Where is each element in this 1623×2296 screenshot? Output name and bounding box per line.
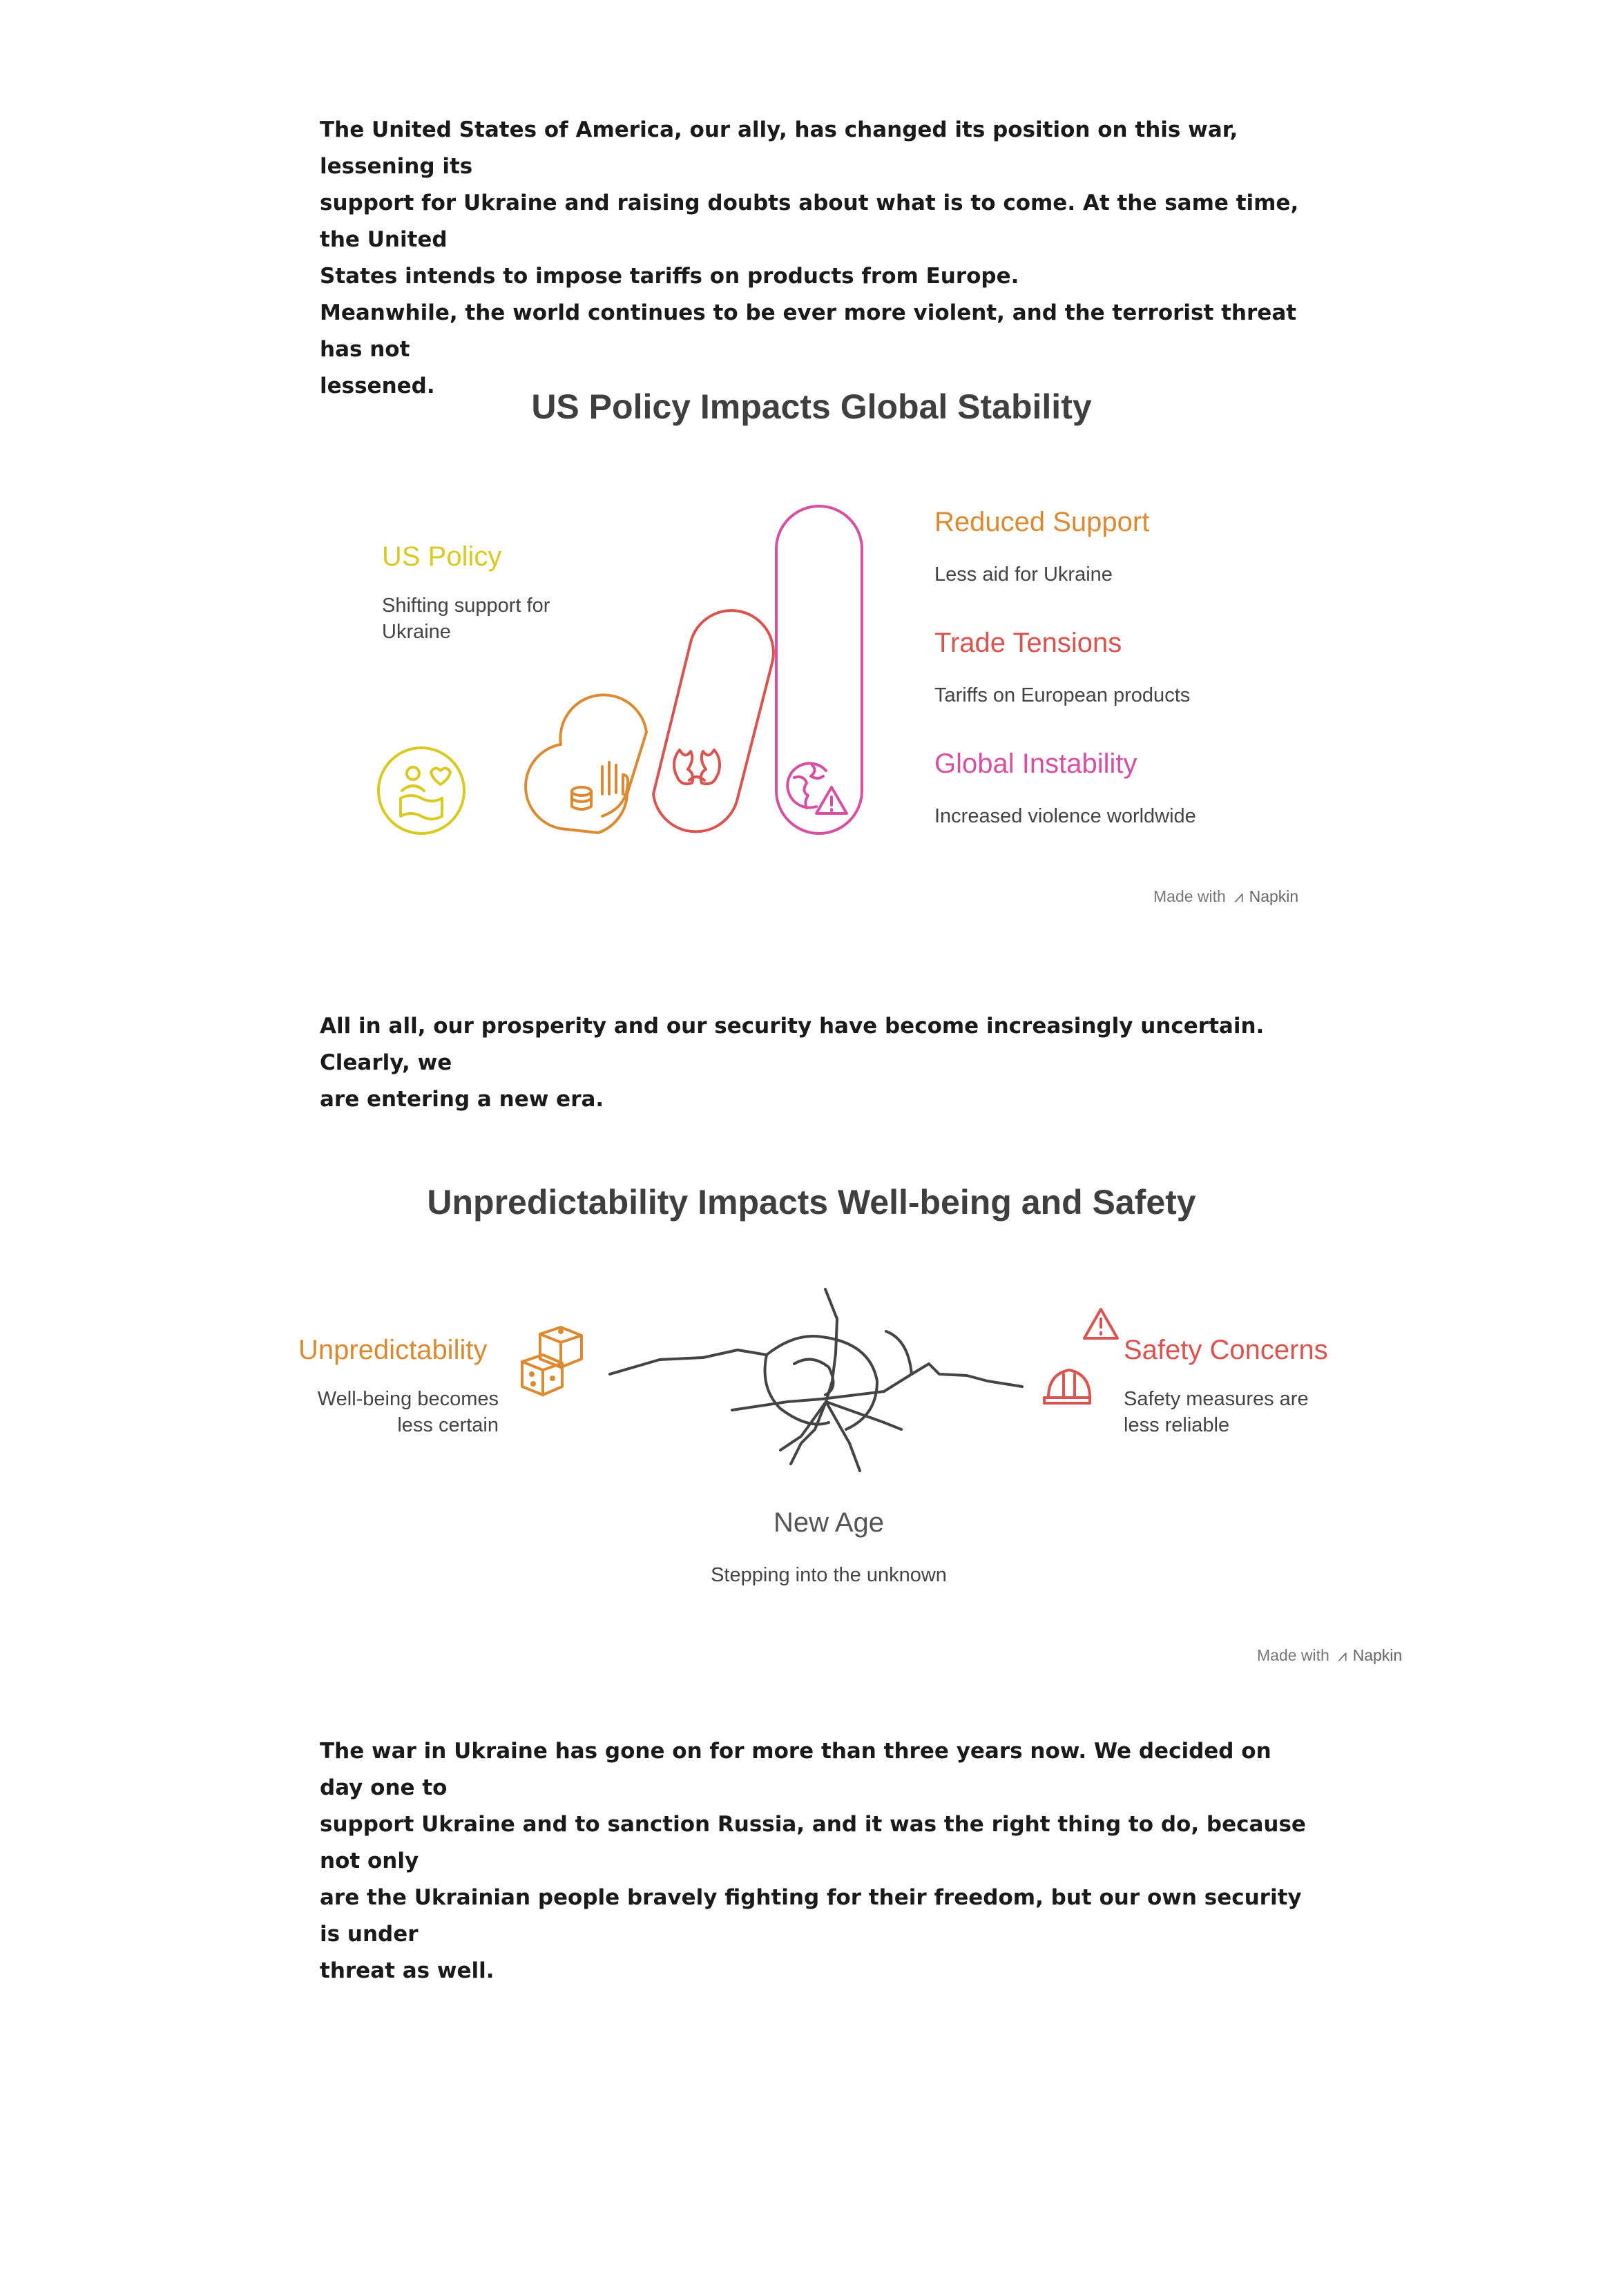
reduced-support-description: Less aid for Ukraine bbox=[934, 563, 1113, 586]
napkin-logo-icon: ⩘ bbox=[1338, 1646, 1347, 1664]
description-line: less reliable bbox=[1124, 1414, 1230, 1436]
paragraph-line: threat as well. bbox=[320, 1958, 494, 1983]
trade-tensions-pill bbox=[653, 610, 774, 831]
safety-concerns-description bbox=[1124, 1386, 1309, 1438]
people-heart-hands-icon bbox=[378, 748, 464, 833]
us-policy-label: US Policy bbox=[382, 541, 502, 572]
made-with-text: Made with bbox=[1257, 1646, 1329, 1664]
cracked-ground-icon bbox=[610, 1289, 1022, 1471]
description-line: Safety measures are bbox=[1124, 1388, 1309, 1410]
reduced-support-pill bbox=[526, 695, 646, 833]
diagram1-title: US Policy Impacts Global Stability bbox=[531, 387, 1092, 426]
description-line: less certain bbox=[397, 1414, 499, 1436]
made-with-text: Made with bbox=[1153, 887, 1226, 905]
reduced-support-label: Reduced Support bbox=[934, 507, 1150, 537]
trade-tensions-label: Trade Tensions bbox=[934, 628, 1122, 658]
paragraph-line: States intends to impose tariffs on products from Europe. bbox=[320, 264, 1019, 289]
globe-warning-icon bbox=[787, 764, 847, 813]
us-policy-description bbox=[382, 592, 550, 645]
hand-coins-icon bbox=[572, 762, 628, 816]
dice-icon bbox=[522, 1327, 582, 1395]
unpredictability-label: Unpredictability bbox=[298, 1335, 488, 1365]
new-age-description: Stepping into the unknown bbox=[711, 1564, 947, 1586]
paragraph-line: The war in Ukraine has gone on for more than three years now. We decided on day one to bbox=[320, 1739, 1271, 1800]
napkin-brand: Napkin bbox=[1352, 1646, 1403, 1664]
unpredictability-description bbox=[290, 1386, 499, 1438]
handshake-conflict-icon bbox=[674, 750, 720, 784]
closing-paragraph bbox=[320, 1733, 1314, 1989]
napkin-credit-2 bbox=[1257, 1646, 1402, 1665]
paragraph-line: lessened. bbox=[320, 374, 435, 398]
intro-paragraph bbox=[320, 112, 1314, 405]
global-instability-description: Increased violence worldwide bbox=[934, 805, 1196, 827]
global-instability-pill bbox=[776, 506, 862, 833]
diagram2-title: Unpredictability Impacts Well-being and Safety bbox=[427, 1183, 1196, 1222]
napkin-brand: Napkin bbox=[1249, 887, 1299, 905]
description-line: Ukraine bbox=[382, 621, 451, 643]
paragraph-line: support for Ukraine and raising doubts about what is to come. At the same time, the United bbox=[320, 191, 1299, 252]
paragraph-line: The United States of America, our ally, has changed its position on this war, lessening its bbox=[320, 117, 1238, 179]
global-instability-label: Global Instability bbox=[934, 749, 1137, 779]
paragraph-line: are entering a new era. bbox=[320, 1087, 604, 1112]
new-age-label: New Age bbox=[773, 1507, 885, 1538]
warning-hardhat-icon bbox=[1044, 1309, 1117, 1403]
napkin-credit-1 bbox=[1153, 887, 1298, 906]
paragraph-line: All in all, our prosperity and our security have become increasingly uncertain. Clearly, we bbox=[320, 1014, 1265, 1075]
napkin-logo-icon: ⩘ bbox=[1234, 887, 1244, 905]
safety-concerns-label: Safety Concerns bbox=[1124, 1335, 1328, 1365]
trade-tensions-description: Tariffs on European products bbox=[934, 684, 1191, 706]
description-line: Shifting support for bbox=[382, 595, 550, 617]
paragraph-line: support Ukraine and to sanction Russia, and it was the right thing to do, because not only bbox=[320, 1812, 1306, 1873]
transition-paragraph bbox=[320, 1008, 1314, 1118]
paragraph-line: Meanwhile, the world continues to be ever more violent, and the terrorist threat has not bbox=[320, 300, 1297, 362]
description-line: Well-being becomes bbox=[317, 1388, 499, 1410]
paragraph-line: are the Ukrainian people bravely fighting for their freedom, but our own security is under bbox=[320, 1885, 1302, 1947]
